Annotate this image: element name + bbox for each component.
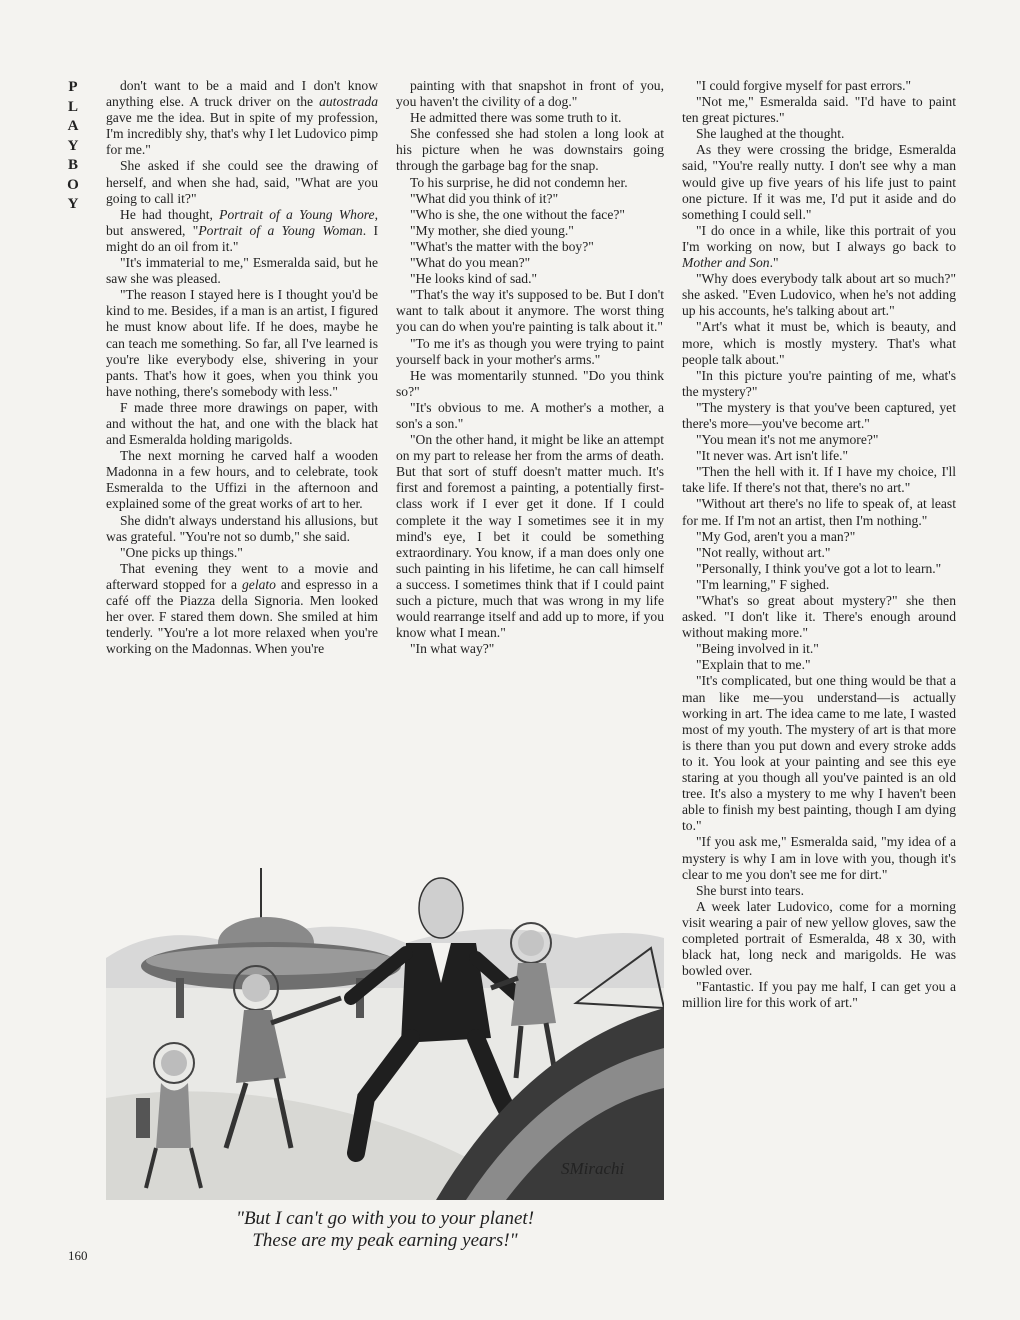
italic-text: autostrada: [319, 94, 378, 110]
text-run: "Being involved in it.": [696, 641, 819, 657]
paragraph: [682, 593, 956, 641]
text-run: She burst into tears.: [696, 882, 804, 898]
masthead-letter: A: [67, 118, 79, 134]
masthead-letter: Y: [67, 196, 79, 212]
text-run: "My God, aren't you a man?": [696, 528, 856, 544]
paragraph: [682, 94, 956, 126]
text-run: .": [769, 255, 779, 271]
paragraph: [396, 336, 664, 368]
paragraph: [682, 883, 956, 899]
text-run: painting with that snapshot in front of you, you haven't the civility of a dog.": [396, 78, 664, 110]
text-run: "Fantastic. If you pay me half, I can get you a million lire for this work of art.": [682, 979, 956, 1011]
paragraph: [396, 239, 664, 255]
page-number: 160: [68, 1248, 88, 1263]
text-column-2: [396, 78, 664, 657]
paragraph: [106, 255, 378, 287]
text-run: "Art's what it must be, which is beauty, and more, which is mostly mystery. That's what people talk about.": [682, 319, 956, 367]
text-run: He admitted there was some truth to it.: [410, 110, 622, 126]
paragraph: [682, 448, 956, 464]
text-run: The next morning he carved half a wooden Madonna in a few hours, and to celebrate, took Esmeralda to the Uffizi in the afternoon and explained some of the great works of art to her.: [106, 448, 378, 512]
text-run: He had thought,: [120, 206, 220, 222]
text-run: "Not me," Esmeralda said. "I'd have to paint ten great pictures.": [682, 94, 956, 126]
paragraph: [682, 319, 956, 367]
text-run: "It never was. Art isn't life.": [696, 448, 849, 464]
text-run: That evening they went to a movie and afterward stopped for a: [106, 560, 378, 592]
text-run: As they were crossing the bridge, Esmeralda said, "You're really nutty. I don't see why a man would give up five years of his life just to paint one picture. If it was me, I'd put it aside and do something I could sell.": [682, 142, 956, 222]
italic-text: Mother and Son: [682, 255, 770, 271]
masthead-letter: B: [67, 157, 78, 173]
text-run: "It's obvious to me. A mother's a mother, a son's a son.": [396, 399, 664, 431]
paragraph: [682, 142, 956, 222]
text-run: "My mother, she died young.": [410, 222, 574, 238]
text-run: "Explain that to me.": [696, 657, 811, 673]
paragraph: [682, 657, 956, 673]
cartoonist-signature: SMirachi: [561, 1159, 625, 1178]
text-run: "If you ask me," Esmeralda said, "my idea of a mystery is why I am in love with you, though it's clear to me you don't see me for dirt.": [682, 834, 956, 882]
text-run: don't want to be a maid and I don't know anything else. A truck driver on the: [106, 78, 378, 110]
paragraph: [106, 400, 378, 448]
text-run: "That's the way it's supposed to be. But I don't want to talk about it anymore. The worst thing you can do when you're painting is talk about it.": [396, 287, 664, 335]
text-run: She confessed she had stolen a long look at his picture when he was downstairs going through the garbage bag for the snap.: [396, 126, 664, 174]
masthead-letter: P: [68, 79, 78, 95]
text-run: "I could forgive myself for past errors.": [696, 78, 912, 93]
text-run: F made three more drawings on paper, with and without the hat, and one with the black hat and Esmeralda holding marigolds.: [106, 399, 378, 448]
paragraph: [396, 110, 664, 126]
paragraph: [682, 673, 956, 834]
text-run: She asked if she could see the drawing of herself, and when she had, said, "What are you going to call it?": [106, 158, 378, 206]
masthead-letter: L: [67, 98, 78, 115]
paragraph: [682, 529, 956, 545]
italic-text: Portrait of a Young Woman: [198, 222, 363, 238]
text-run: "Why does everybody talk about art so much?" she asked. "Even Ludovico, when he's not adding up his accounts, he's talking about art.": [682, 271, 956, 319]
text-run: "Personally, I think you've got a lot to learn.": [696, 560, 942, 576]
paragraph: [682, 432, 956, 448]
paragraph: [682, 464, 956, 496]
paragraph: [106, 448, 378, 512]
paragraph: [396, 255, 664, 271]
paragraph: [396, 223, 664, 239]
text-run: "It's complicated, but one thing would be that a man like me—you understand—is actually working in art. The idea came to me late, I wasted most of my youth. The mystery of art is that more is there than you put down and every stroke adds to it. You look at your painting and see this eye staring at you though all you've painted is an old tree. It's also a mystery to me why I haven't been able to finish my best painting, though I am dying to.": [682, 673, 956, 834]
paragraph: [106, 561, 378, 658]
text-run: To his surprise, he did not condemn her.: [410, 174, 628, 190]
paragraph: [682, 223, 956, 271]
paragraph: [106, 158, 378, 206]
text-run: "What's so great about mystery?" she then asked. "I don't like it. There's enough around without making more.": [682, 593, 956, 641]
paragraph: [682, 271, 956, 319]
paragraph: [396, 287, 664, 335]
text-run: "On the other hand, it might be like an attempt on my part to release her from the arms of death. But that sort of stuff doesn't matter much. It's first and foremost a painting, a potentially first-class work if I ever get it done. If I could complete it the way I sometimes see it in my mind's eye, I bet it could be something extraordinary. You know, if a man does only one such painting in his lifetime, he can call himself a success. I sometimes think that if I could paint such a picture, much that was wrong in my life would rearrange itself and add up to more, if you know what I mean.": [396, 432, 664, 641]
paragraph: [682, 899, 956, 979]
text-run: "Not really, without art.": [696, 544, 831, 560]
paragraph: [682, 979, 956, 1011]
paragraph: [396, 191, 664, 207]
text-run: "Who is she, the one without the face?": [410, 206, 625, 222]
text-run: She didn't always understand his allusions, but was grateful. "You're not so dumb," she said.: [106, 512, 378, 544]
text-run: "The mystery is that you've been captured, yet there's more—you've become art.": [682, 399, 956, 431]
italic-text: gelato: [241, 576, 276, 592]
cartoon-illustration: [106, 848, 664, 1200]
text-run: "In this picture you're painting of me, what's the mystery?": [682, 367, 956, 399]
italic-text: Portrait of a Young Whore: [219, 206, 375, 222]
text-run: "What's the matter with the boy?": [410, 238, 594, 254]
paragraph: [682, 126, 956, 142]
text-column-3: [682, 78, 956, 1011]
paragraph: [106, 78, 378, 158]
text-run: "In what way?": [410, 641, 495, 657]
paragraph: [396, 271, 664, 287]
text-run: She laughed at the thought.: [696, 126, 845, 142]
paragraph: [396, 207, 664, 223]
masthead-vertical: [60, 78, 86, 215]
paragraph: [396, 368, 664, 400]
text-run: A week later Ludovico, come for a morning visit wearing a pair of new yellow gloves, saw the completed portrait of Esmeralda, 48 x 30, with black hat, long neck and marigolds. He was bowled over.: [682, 898, 956, 979]
text-run: "What do you mean?": [410, 255, 531, 271]
text-run: "I'm learning," F sighed.: [696, 576, 830, 592]
masthead-letter: Y: [67, 137, 79, 154]
text-run: He was momentarily stunned. "Do you think so?": [396, 367, 664, 399]
paragraph: [396, 78, 664, 110]
text-run: and espresso in a café off the Piazza della Signoria. Men looked her over. F stared them down. She smiled at him tenderly. "You're a lot more relaxed when you're working on the Madonnas. When you're: [106, 576, 378, 657]
paragraph: [396, 641, 664, 657]
paragraph: [396, 400, 664, 432]
text-run: "What did you think of it?": [410, 190, 559, 206]
text-run: "Without art there's no life to speak of, at least for me. If I'm not an artist, then I'm nothing.": [682, 496, 956, 528]
paragraph: [396, 126, 664, 174]
paragraph: [682, 78, 956, 94]
paragraph: [682, 545, 956, 561]
paragraph: [682, 400, 956, 432]
text-run: "The reason I stayed here is I thought you'd be kind to me. Besides, if a man is an artist, I figured he must know about life. If he does, maybe he can teach me something. So far, all I've learned is you're like everybody else, shivering in your pants. That's how it goes, when you think you have nothing, there's somebody with less.": [106, 287, 378, 399]
text-run: . I might do an oil from it.": [106, 222, 378, 254]
text-column-1: [106, 78, 378, 657]
paragraph: [106, 545, 378, 561]
text-run: , but answered, ": [106, 206, 378, 238]
text-run: "Then the hell with it. If I have my choice, I'll take life. If there's not that, there's no art.": [682, 464, 956, 496]
text-run: "He looks kind of sad.": [410, 271, 538, 287]
paragraph: [396, 175, 664, 191]
text-run: "I do once in a while, like this portrait of you I'm working on now, but I always go back to: [682, 222, 956, 254]
caption-line-1: "But I can't go with you to your planet!: [235, 1208, 535, 1229]
paragraph: [106, 287, 378, 400]
paragraph: [106, 207, 378, 255]
paragraph: [106, 513, 378, 545]
text-run: "It's immaterial to me," Esmeralda said, but he saw she was pleased.: [106, 255, 378, 287]
paragraph: [682, 368, 956, 400]
paragraph: [396, 432, 664, 641]
text-run: "To me it's as though you were trying to paint yourself back in your mother's arms.": [396, 335, 664, 367]
text-run: gave me the idea. But in spite of my profession, I'm incredibly shy, that's why I let Ludovico pimp for me.": [106, 110, 378, 158]
text-run: "You mean it's not me anymore?": [696, 432, 879, 448]
paragraph: [682, 561, 956, 577]
masthead-letter: O: [67, 176, 79, 193]
paragraph: [682, 834, 956, 882]
caption-line-2: These are my peak earning years!": [252, 1230, 518, 1251]
cartoon-caption: [106, 1208, 664, 1252]
paragraph: [682, 641, 956, 657]
text-run: "One picks up things.": [120, 544, 243, 560]
paragraph: [682, 496, 956, 528]
paragraph: [682, 577, 956, 593]
